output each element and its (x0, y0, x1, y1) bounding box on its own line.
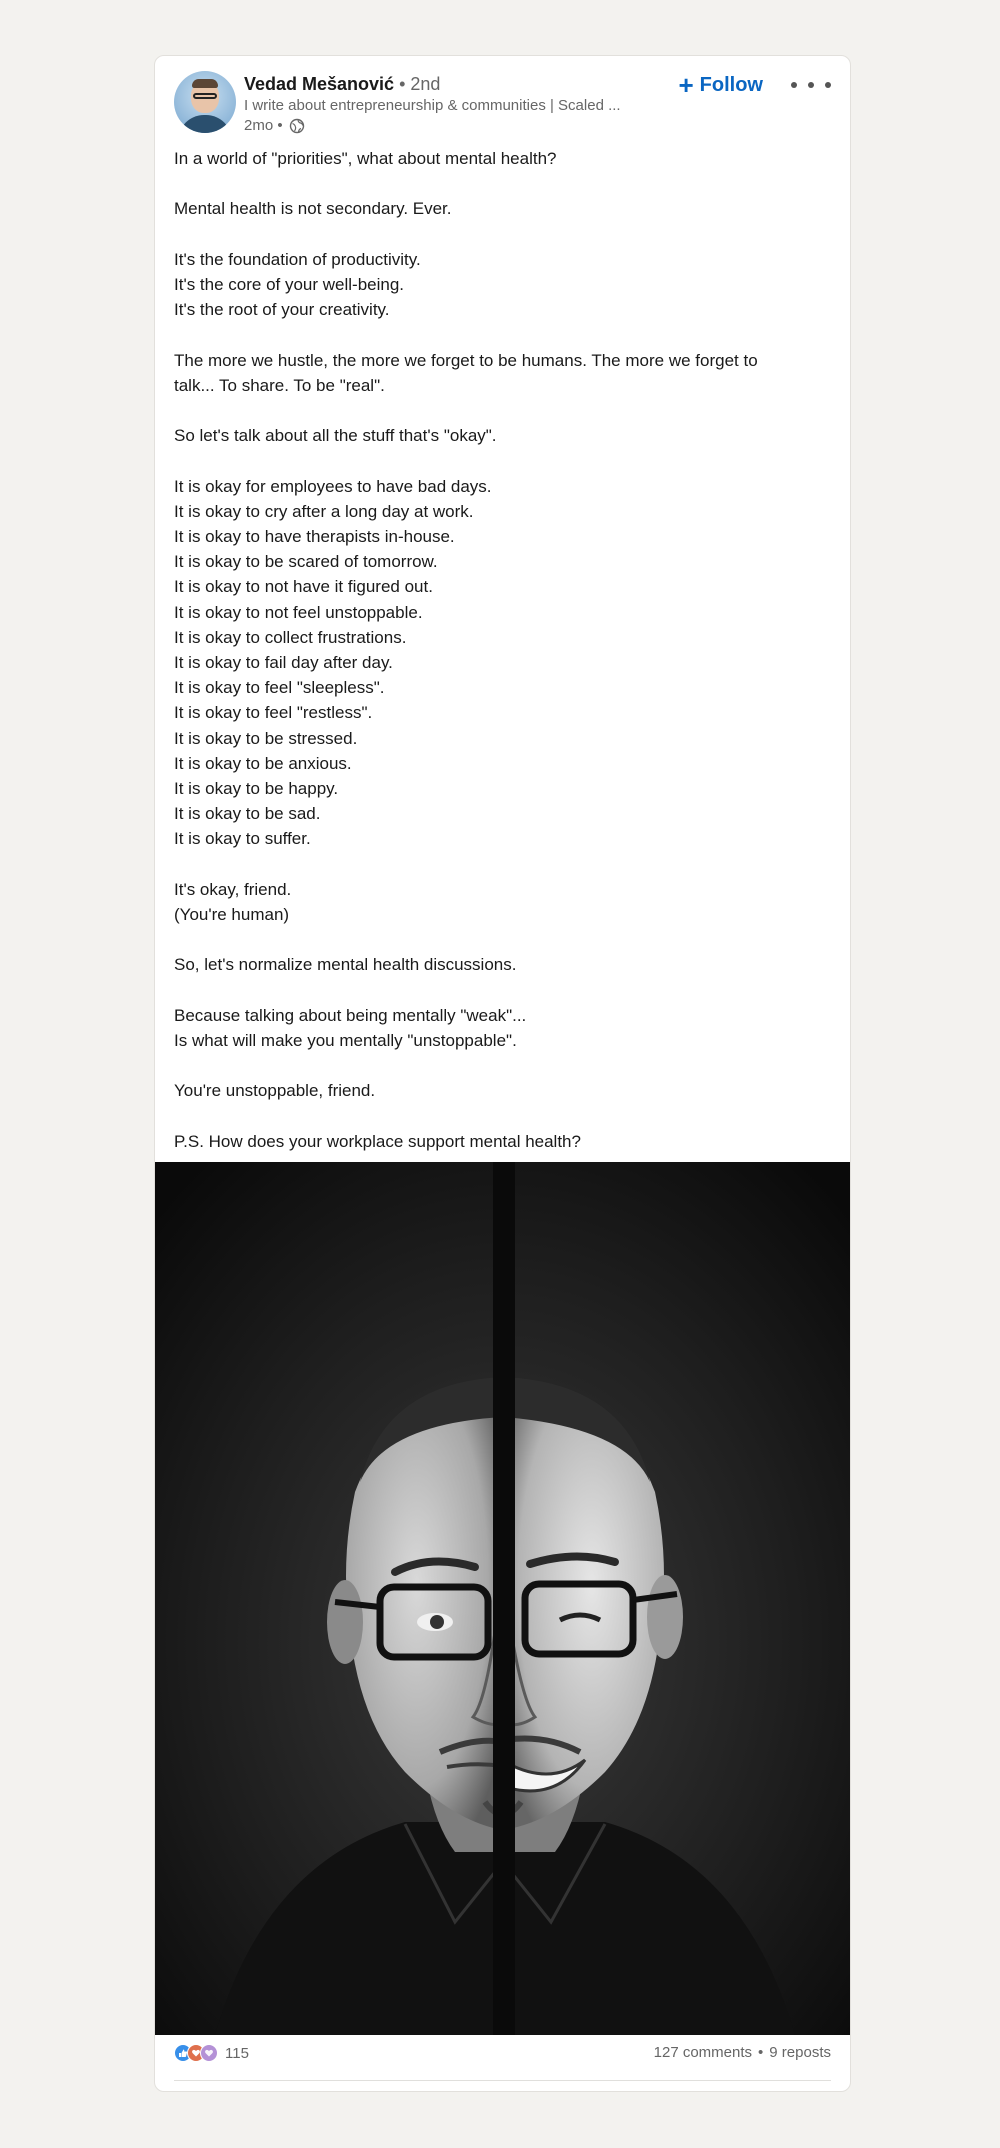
reposts-count-link[interactable]: 9 reposts (769, 2044, 831, 2061)
ellipsis-dot (825, 82, 831, 88)
ellipsis-dot (808, 82, 814, 88)
post-header (174, 71, 831, 137)
reactions-summary[interactable] (174, 2044, 249, 2062)
more-options-button[interactable] (791, 75, 831, 95)
post-text-blank-line (174, 448, 824, 473)
post-text-line: It is okay for employees to have bad days. (174, 476, 492, 496)
engagement-stats (654, 2044, 831, 2061)
post-text-line: In a world of "priorities", what about mental health? (174, 149, 557, 168)
post-text-line: Because talking about being mentally "weak"... (174, 1005, 527, 1025)
post-text-blank-line (174, 171, 824, 196)
post-text-line: It is okay to have therapists in-house. (174, 526, 455, 546)
post-text-blank-line (174, 398, 824, 423)
post-text-blank-line (174, 978, 824, 1003)
split-face-portrait-image (155, 1162, 851, 2035)
post-text-line: It is okay to feel "sleepless". (174, 678, 385, 698)
comments-count-link[interactable]: 127 comments (653, 2044, 753, 2061)
social-counts-bar (174, 2040, 831, 2081)
post-text-line: It's the root of your creativity. (174, 300, 390, 320)
post-text-line: It is okay to not feel unstoppable. (174, 602, 423, 622)
post-text (174, 146, 824, 1154)
post-text-line: Mental health is not secondary. Ever. (174, 199, 452, 219)
post-text-line: P.S. How does your workplace support mental health? (174, 1131, 581, 1151)
ellipsis-dot (791, 82, 797, 88)
author-meta (244, 73, 621, 136)
author-avatar[interactable] (174, 71, 236, 133)
post-text-line: So, let's normalize mental health discussions. (174, 955, 517, 975)
stats-separator: • (758, 2044, 764, 2061)
reaction-count: 115 (225, 2044, 249, 2062)
post-text-blank-line (174, 927, 824, 952)
post-image[interactable] (155, 1162, 851, 2035)
post-text-line: It's okay, friend. (174, 879, 292, 899)
author-headline[interactable]: I write about entrepreneurship & communities | Scaled ... (244, 97, 621, 114)
avatar-glasses (193, 93, 217, 99)
post-text-blank-line (174, 322, 824, 347)
post-text-line: The more we hustle, the more we forget to be humans. The more we forget to (174, 350, 758, 370)
post-time-line (244, 116, 621, 136)
post-text-line: So let's talk about all the stuff that's "okay". (174, 426, 497, 446)
post-text-blank-line (174, 852, 824, 877)
post-text-blank-line (174, 1104, 824, 1129)
post-card (154, 55, 851, 2092)
post-text-line: It is okay to suffer. (174, 829, 311, 849)
plus-icon: + (678, 70, 694, 100)
post-text-line: It is okay to feel "restless". (174, 703, 373, 723)
avatar-hair (192, 79, 218, 88)
post-text-line: It is okay to cry after a long day at work. (174, 501, 474, 521)
follow-button[interactable] (678, 71, 763, 99)
post-text-line: It is okay to fail day after day. (174, 652, 393, 672)
author-name[interactable]: Vedad Mešanović (244, 74, 395, 94)
author-name-line (244, 73, 621, 95)
post-text-line: (You're human) (174, 905, 290, 924)
post-text-line: It is okay to be stressed. (174, 728, 358, 748)
post-text-line: It's the core of your well-being. (174, 274, 405, 294)
post-text-line: It is okay to be scared of tomorrow. (174, 552, 438, 572)
post-text-blank-line (174, 222, 824, 247)
post-text-line: It is okay to be happy. (174, 779, 339, 798)
post-text-line: It is okay to be sad. (174, 804, 321, 824)
post-text-line: You're unstoppable, friend. (174, 1081, 376, 1101)
follow-label: Follow (699, 73, 763, 96)
post-text-line: It's the foundation of productivity. (174, 249, 421, 269)
post-time: 2mo • (244, 117, 283, 134)
post-text-blank-line (174, 1053, 824, 1078)
post-text-line: It is okay to collect frustrations. (174, 627, 407, 647)
post-text-line: talk... To share. To be "real". (174, 375, 385, 395)
post-text-line: It is okay to not have it figured out. (174, 577, 433, 597)
globe-icon (289, 118, 305, 134)
avatar-shirt (178, 115, 232, 133)
post-text-line: It is okay to be anxious. (174, 753, 352, 773)
post-text-line: Is what will make you mentally "unstoppable". (174, 1030, 517, 1050)
connection-degree: • 2nd (399, 74, 441, 94)
support-icon (200, 2044, 218, 2062)
